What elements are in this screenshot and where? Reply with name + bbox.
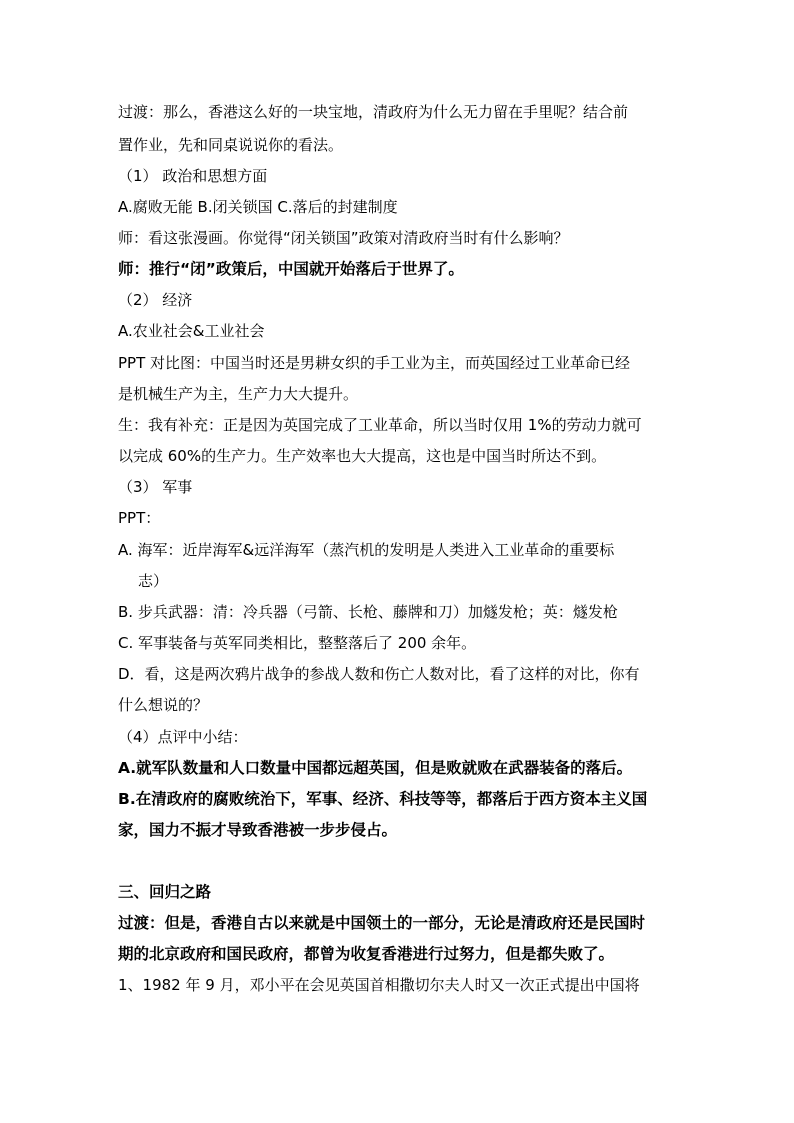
list-item: C. 军事装备与英军同类相比，整整落后了 200 余年。 — [118, 634, 477, 652]
text-line: 师：看这张漫画。你觉得“闭关锁国”政策对清政府当时有什么影响？ — [118, 229, 569, 247]
list-item: B. 步兵武器：清：冷兵器（弓箭、长枪、藤牌和刀）加燧发枪；英：燧发枪 — [118, 603, 618, 621]
text-line: 过渡：那么，香港这么好的一块宝地，清政府为什么无力留在手里呢？结合前 — [118, 103, 629, 121]
text-line: 置作业，先和同桌说说你的看法。 — [118, 136, 344, 154]
text-line: 1、1982 年 9 月，邓小平在会见英国首相撒切尔夫人时又一次正式提出中国将 — [118, 976, 640, 994]
list-item: D．看，这是两次鸦片战争的参战人数和伤亡人数对比，看了这样的对比，你有 — [118, 665, 640, 683]
text-line: 生：我有补充：正是因为英国完成了工业革命，所以当时仅用 1%的劳动力就可 — [118, 416, 642, 434]
bold-line: 家，国力不振才导致香港被一步步侵占。 — [118, 821, 398, 839]
bold-line: 过渡：但是，香港自古以来就是中国领土的一部分，无论是清政府还是民国时 — [118, 914, 646, 932]
text-line: A.农业社会&工业社会 — [118, 322, 265, 340]
bold-line: 师：推行“闭”政策后，中国就开始落后于世界了。 — [118, 260, 464, 278]
section-heading: （3） 军事 — [118, 478, 193, 496]
chapter-heading: 三、回归之路 — [118, 883, 212, 901]
bold-line: 期的北京政府和国民政府，都曾为收复香港进行过努力，但是都失败了。 — [118, 945, 615, 963]
section-heading: （4）点评中小结： — [118, 728, 248, 746]
text-line: A.腐败无能 B.闭关锁国 C.落后的封建制度 — [118, 198, 398, 216]
section-heading: （2） 经济 — [118, 291, 193, 309]
list-item-continuation: 志） — [138, 572, 169, 590]
text-line: PPT： — [118, 509, 161, 527]
bold-line: A.就军队数量和人口数量中国都远超英国，但是败就败在武器装备的落后。 — [118, 759, 633, 777]
list-item: A. 海军：近岸海军&远洋海军（蒸汽机的发明是人类进入工业革命的重要标 — [118, 541, 615, 559]
text-line: PPT 对比图：中国当时还是男耕女织的手工业为主，而英国经过工业革命已经 — [118, 354, 631, 372]
section-heading: （1） 政治和思想方面 — [118, 167, 268, 185]
text-line: 是机械生产为主，生产力大大提升。 — [118, 385, 359, 403]
text-line: 以完成 60%的生产力。生产效率也大大提高，这也是中国当时所达不到。 — [118, 447, 607, 465]
bold-line: B.在清政府的腐败统治下，军事、经济、科技等等，都落后于西方资本主义国 — [118, 790, 648, 808]
text-line: 什么想说的？ — [118, 696, 209, 714]
